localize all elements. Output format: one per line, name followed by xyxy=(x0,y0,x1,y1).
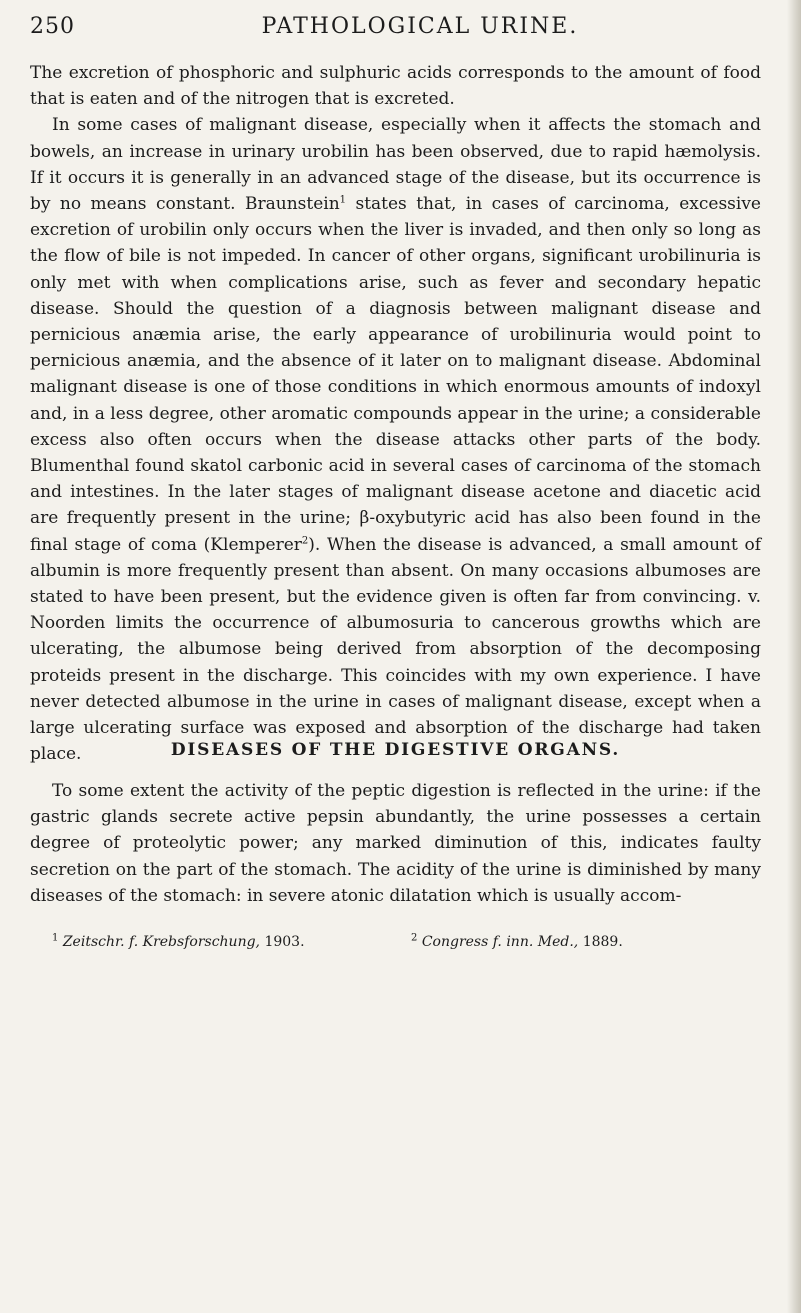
paragraph-part-1: In some cases of malignant disease, especially when it affects the stomach and bowels, an increase in urinary urobilin has been observed, due to rapid hæmolysis. If it occurs it is generally in an advanced stage of the disease, but its occurrence is by no means constant. Braunstein xyxy=(30,115,761,215)
section-heading: DISEASES OF THE DIGESTIVE ORGANS. xyxy=(170,740,621,760)
paragraph-part-2: states that, in cases of carcinoma, excessive excretion of urobilin only occurs when the liver is invaded, and then only so long as the flow of bile is not impeded. In cancer of other organs, significant urobilinuria is only met with when complications arise, such as fever and secondary hepatic disease. Should the question of a diagnosis between malignant disease and pernicious anæmia arise, the early appearance of urobilinuria would point to pernicious anæmia, and the absence of it later on to malignant disease. Abdominal malignant disease is one of those conditions in which enormous amounts of indoxyl and, in a less degree, other aromatic compounds appear in the urine; a considerable excess also often occurs when the disease attacks other parts of the body. Blumenthal found skatol carbonic acid in several cases of carcinoma of the stomach and intestines. In the later stages of malignant disease acetone and diacetic acid are frequently present in the urine; β-oxybutyric acid has also been found in the final stage of coma (Klemperer xyxy=(30,194,761,555)
section-paragraph: To some extent the activity of the peptic digestion is reflected in the urine: if the gastric glands secrete active pepsin abundantly, the urine possesses a certain degree of proteolytic power; any marked diminution of this, indicates faulty secretion on the part of the stomach. The acidity of the urine is diminished by many diseases of the stomach: in severe atonic dilatation which is usually accom- xyxy=(30,781,761,906)
section-text xyxy=(30,778,761,909)
footnote-1 xyxy=(52,932,305,952)
paragraph-part-3: ). When the disease is advanced, a small amount of albumin is more frequently present than absent. On many occasions albumoses are stated to have been present, but the evidence given is often far from convincing. v. Noorden limits the occurrence of albumosuria to cancerous growths which are ulcerating, the albumose being derived from absorption of the decomposing proteids present in the discharge. This coincides with my own experience. I have never detected albumose in the urine in cases of malignant disease, except when a large ulcerating surface was exposed and absorption of the discharge had taken place. xyxy=(30,534,762,765)
footnote-ref-2: 2 xyxy=(301,535,309,546)
running-head: PATHOLOGICAL URINE. xyxy=(261,14,579,39)
footnote-mark-1: 1 xyxy=(52,932,59,944)
footnote-1-year: 1903. xyxy=(264,934,305,950)
footnote-2-title: Congress f. inn. Med., xyxy=(421,934,579,950)
footnote-mark-2: 2 xyxy=(411,932,418,944)
page-edge-shadow xyxy=(787,0,801,1313)
footnotes xyxy=(30,932,761,952)
footnote-ref-1: 1 xyxy=(339,194,347,206)
footnote-2-year: 1889. xyxy=(582,934,623,950)
footnote-1-title: Zeitschr. f. Krebsforschung, xyxy=(62,934,260,950)
body-text xyxy=(30,60,761,767)
paragraph-phosphoric: The excretion of phosphoric and sulphuric acids corresponds to the amount of food that is eaten and of the nitrogen that is excreted. xyxy=(30,63,761,110)
page-header xyxy=(30,14,770,54)
footnote-2 xyxy=(411,932,623,952)
page-number: 250 xyxy=(30,14,75,39)
paragraph-malignant-disease xyxy=(30,112,761,767)
